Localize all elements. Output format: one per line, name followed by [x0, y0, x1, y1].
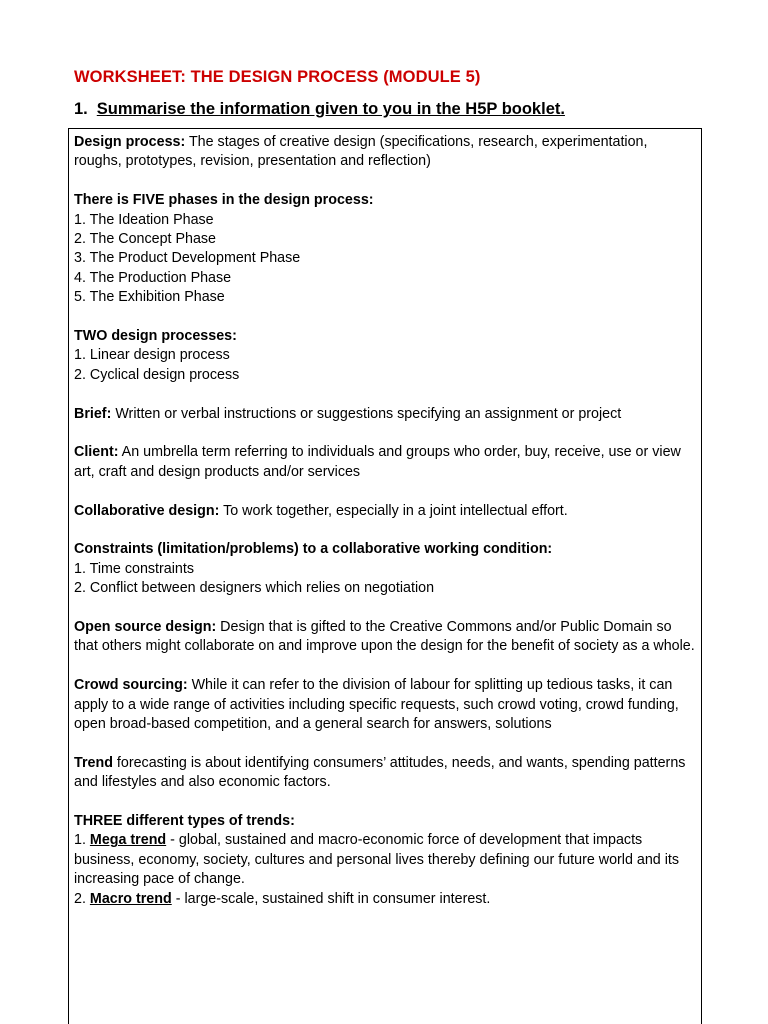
- two-processes-list: [74, 327, 696, 385]
- definition-text: An umbrella term referring to individuals and groups who order, buy, receive, use or view art, craft and design products and/or services: [74, 444, 681, 480]
- question-number: 1.: [74, 100, 88, 118]
- constraints-list: [74, 540, 696, 598]
- list-item: 2. Cyclical design process: [74, 366, 240, 383]
- answer-content: [74, 133, 696, 928]
- crowd-sourcing-definition: [74, 676, 696, 734]
- list-item: 2. Conflict between designers which relies on negotiation: [74, 580, 435, 597]
- term-label: Trend: [74, 754, 113, 771]
- item-number: 1.: [74, 832, 90, 849]
- list-item: [74, 890, 696, 909]
- worksheet-title: WORKSHEET: THE DESIGN PROCESS (MODULE 5): [74, 68, 481, 86]
- term-label: Mega trend: [89, 832, 167, 849]
- trend-types-list: [74, 812, 696, 909]
- collaborative-design-definition: [74, 502, 696, 521]
- list-item: 1. Linear design process: [74, 347, 230, 364]
- definition-text: The stages of creative design (specifications, research, experimentation, roughs, prototypes, revision, presentation and reflection): [74, 134, 648, 170]
- list-item: 1. Time constraints: [74, 560, 194, 577]
- list-item: 5. The Exhibition Phase: [74, 289, 225, 306]
- term-label: Brief:: [74, 405, 112, 422]
- brief-definition: [74, 405, 696, 424]
- trend-definition: [74, 754, 696, 793]
- definition-text: - large-scale, sustained shift in consumer interest.: [171, 890, 491, 907]
- definition-text: To work together, especially in a joint intellectual effort.: [219, 502, 568, 519]
- list-heading: There is FIVE phases in the design process:: [74, 192, 374, 209]
- client-definition: [74, 443, 696, 482]
- list-heading: THREE different types of trends:: [74, 813, 295, 830]
- five-phases-list: [74, 191, 696, 307]
- definition-text: Written or verbal instructions or suggestions specifying an assignment or project: [111, 405, 622, 422]
- design-process-definition: [74, 133, 696, 172]
- term-label: Design process:: [74, 134, 186, 150]
- term-label: Open source design:: [74, 619, 217, 636]
- list-heading: TWO design processes:: [74, 328, 237, 345]
- definition-text: While it can refer to the division of labour for splitting up tedious tasks, it can apply to a wide range of activities including specific requests, such crowd voting, crowd funding, open broad-based competition, and a general search for answers, solutions: [74, 677, 679, 733]
- definition-text: forecasting is about identifying consumers’ attitudes, needs, and wants, spending patterns and lifestyles and also economic factors.: [74, 754, 686, 791]
- term-label: Collaborative design:: [74, 502, 220, 519]
- open-source-definition: [74, 618, 696, 657]
- list-item: 4. The Production Phase: [74, 269, 232, 286]
- list-item: 1. The Ideation Phase: [74, 211, 214, 228]
- list-item: 3. The Product Development Phase: [74, 250, 301, 267]
- list-heading: Constraints (limitation/problems) to a collaborative working condition:: [74, 541, 553, 558]
- definition-text: - global, sustained and macro-economic force of development that impacts business, economy, society, cultures and personal lives thereby defining our future world and its increasing pace of change.: [74, 832, 680, 888]
- term-label: Client:: [74, 444, 119, 461]
- answer-box: [68, 128, 702, 1024]
- question-text: Summarise the information given to you in the H5P booklet.: [96, 100, 565, 118]
- item-number: 2.: [74, 890, 90, 907]
- definition-text: Design that is gifted to the Creative Commons and/or Public Domain so that others might collaborate on and improve upon the design for the benefit of society as a whole.: [74, 619, 695, 655]
- question-1: [74, 100, 565, 119]
- list-item: 2. The Concept Phase: [74, 231, 217, 248]
- term-label: Macro trend: [89, 890, 172, 907]
- list-item: [74, 831, 696, 889]
- term-label: Crowd sourcing:: [74, 677, 188, 694]
